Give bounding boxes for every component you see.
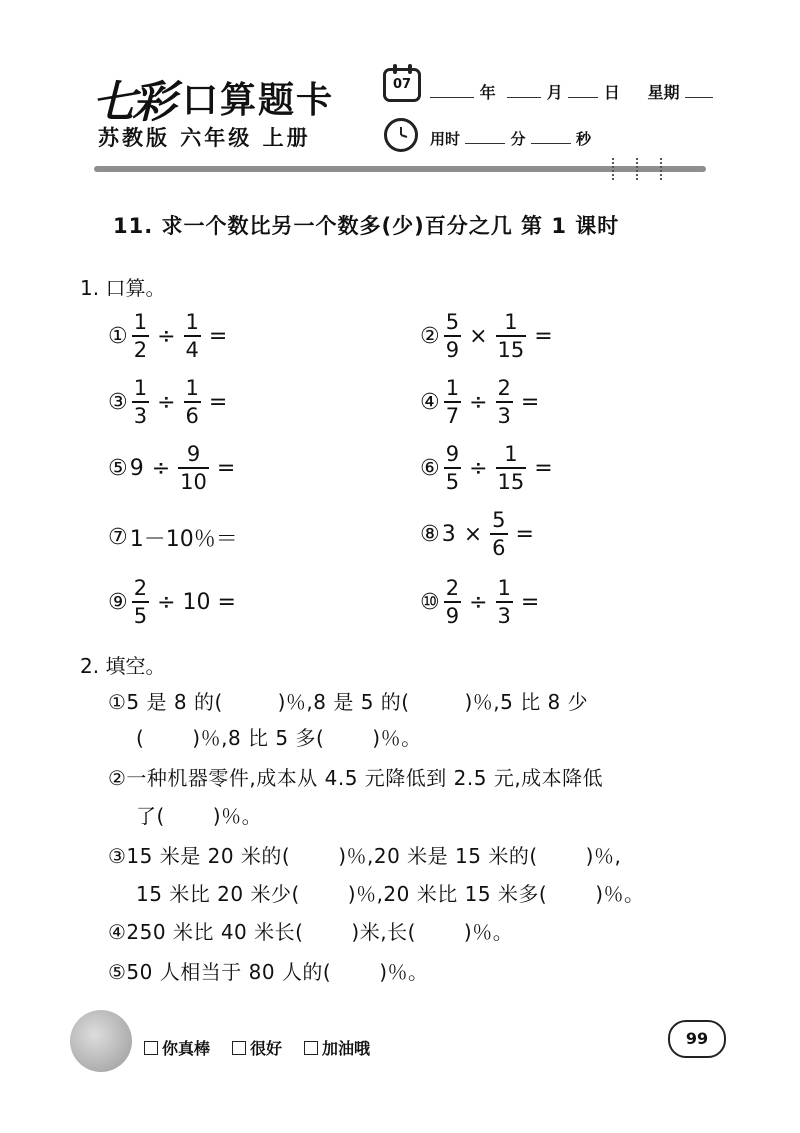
binding-pin-icon <box>660 158 667 180</box>
date-row <box>430 80 713 103</box>
section-2-title: 2. 填空。 <box>80 654 166 678</box>
mental-math-item: ④ $\frac{1}{7}$ ÷ $\frac{2}{3}$ = <box>420 376 540 428</box>
fill-in-line: ③15 米是 20 米的( )％,20 米是 15 米的( )％, <box>108 844 622 868</box>
section-1-title: 1. 口算。 <box>80 276 166 300</box>
fill-in-line: ②一种机器零件,成本从 4.5 元降低到 2.5 元,成本降低 <box>108 766 604 790</box>
seconds-label: 秒 <box>575 130 591 148</box>
mental-math-item: ⑧ 3 × $\frac{5}{6}$ = <box>420 508 534 560</box>
minutes-label: 分 <box>510 130 526 148</box>
rating-option-3[interactable]: 加油哦 <box>304 1036 370 1059</box>
mental-math-item: ⑩ $\frac{2}{9}$ ÷ $\frac{1}{3}$ = <box>420 576 540 628</box>
fill-in-line: ④250 米比 40 米长( )米,长( )％。 <box>108 920 514 944</box>
fill-in-line: ⑤50 人相当于 80 人的( )％。 <box>108 960 429 984</box>
brand-script-logo: 七彩 <box>92 77 172 128</box>
mental-math-item: ② $\frac{5}{9}$ × $\frac{1}{15}$ = <box>420 310 553 362</box>
mental-math-item: ① $\frac{1}{2}$ ÷ $\frac{1}{4}$ = <box>108 310 228 362</box>
checkbox-icon[interactable] <box>144 1041 158 1055</box>
mental-math-item: ⑥ $\frac{9}{5}$ ÷ $\frac{1}{15}$ = <box>420 442 553 494</box>
day-blank[interactable] <box>568 83 598 98</box>
year-blank[interactable] <box>430 83 474 98</box>
brand-title: 口算题卡 <box>182 80 335 121</box>
fill-in-line: 了( )％。 <box>136 804 263 828</box>
month-blank[interactable] <box>507 83 541 98</box>
time-row <box>430 128 591 149</box>
mascot-icon <box>70 1010 132 1072</box>
checkbox-icon[interactable] <box>304 1041 318 1055</box>
mental-math-item: ⑤ 9 ÷ $\frac{9}{10}$ = <box>108 442 236 494</box>
fill-in-line: ①5 是 8 的( )％,8 是 5 的( )％,5 比 8 少 <box>108 690 589 714</box>
binding-pin-icon <box>636 158 643 180</box>
month-label: 月 <box>546 83 563 102</box>
page-number: 99 <box>668 1020 726 1058</box>
binding-pin-icon <box>612 158 619 180</box>
fill-in-line: ( )％,8 比 5 多( )％。 <box>136 726 422 750</box>
mental-math-item: ⑦ 1－10％＝ <box>108 525 238 552</box>
alarm-clock-icon <box>384 118 418 152</box>
checkbox-icon[interactable] <box>232 1041 246 1055</box>
fill-in-line: 15 米比 20 米少( )％,20 米比 15 米多( )％。 <box>136 882 645 906</box>
rating-option-1[interactable]: 你真棒 <box>144 1036 210 1059</box>
year-label: 年 <box>479 83 496 102</box>
lesson-title: 11. 求一个数比另一个数多(少)百分之几 第 1 课时 <box>113 214 620 238</box>
seconds-blank[interactable] <box>531 129 571 144</box>
minutes-blank[interactable] <box>465 129 505 144</box>
time-label: 用时 <box>430 130 461 148</box>
mental-math-item: ③ $\frac{1}{3}$ ÷ $\frac{1}{6}$ = <box>108 376 228 428</box>
edition-label: 苏教版 六年级 上册 <box>98 126 311 150</box>
calendar-icon: 07 <box>383 68 421 102</box>
day-label: 日 <box>603 83 620 102</box>
weekday-label: 星期 <box>647 83 680 102</box>
rating-option-2[interactable]: 很好 <box>232 1036 282 1059</box>
mental-math-item: ⑨ $\frac{2}{5}$ ÷ 10 = <box>108 576 236 628</box>
weekday-blank[interactable] <box>685 83 713 98</box>
